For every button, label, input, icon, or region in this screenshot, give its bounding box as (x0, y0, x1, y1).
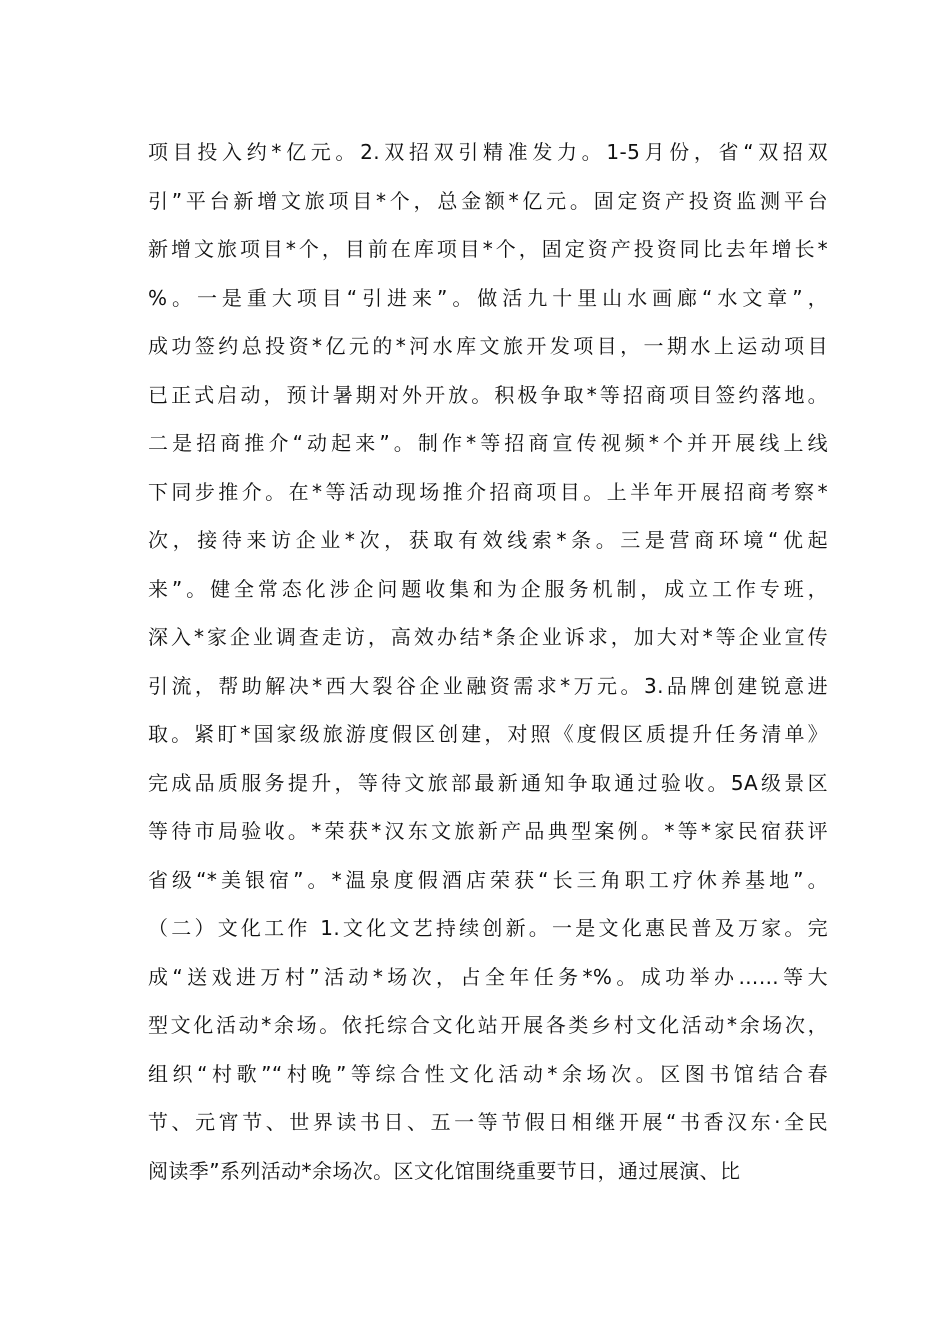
text-line: 阅读季”系列活动*余场次。区文化馆围绕重要节日，通过展演、比 (148, 1158, 741, 1183)
text-line: 取。紧盯*国家级旅游度假区创建，对照《度假区质提升任务清单》 (148, 722, 828, 746)
text-line: 成“送戏进万村”活动*场次，占全年任务*%。成功举办……等大 (148, 964, 828, 989)
text-line: 次，接待来访企业*次，获取有效线索*条。三是营商环境“优起 (148, 528, 828, 552)
text-line: 已正式启动，预计暑期对外开放。积极争取*等招商项目签约落地。 (148, 382, 828, 407)
text-line: 新增文旅项目*个，目前在库项目*个，固定资产投资同比去年增长* (148, 237, 828, 261)
text-line: （二）文化工作 1.文化文艺持续创新。一是文化惠民普及万家。完 (148, 916, 828, 940)
text-line: 完成品质服务提升，等待文旅部最新通知争取通过验收。5A级景区 (148, 770, 828, 795)
text-line: 成功签约总投资*亿元的*河水库文旅开发项目，一期水上运动项目 (148, 334, 828, 358)
text-line: 节、元宵节、世界读书日、五一等节假日相继开展“书香汉东·全民 (148, 1110, 828, 1134)
text-line: 等待市局验收。*荣获*汉东文旅新产品典型案例。*等*家民宿获评 (148, 819, 828, 843)
text-line: 引流，帮助解决*西大裂谷企业融资需求*万元。3.品牌创建锐意进 (148, 673, 828, 698)
text-line: 型文化活动*余场。依托综合文化站开展各类乡村文化活动*余场次， (148, 1013, 828, 1037)
text-line: 项目投入约*亿元。2.双招双引精准发力。1-5月份，省“双招双 (148, 140, 828, 164)
text-line: 组织“村歌”“村晚”等综合性文化活动*余场次。区图书馆结合春 (148, 1061, 828, 1086)
text-line: %。一是重大项目“引进来”。做活九十里山水画廊“水文章”， (148, 285, 828, 310)
text-line: 引”平台新增文旅项目*个，总金额*亿元。固定资产投资监测平台 (148, 188, 828, 213)
text-line: 省级“*美银宿”。*温泉度假酒店荣获“长三角职工疗休养基地”。 (148, 867, 828, 892)
text-line: 深入*家企业调查走访，高效办结*条企业诉求，加大对*等企业宣传 (148, 625, 828, 649)
text-line: 二是招商推介“动起来”。制作*等招商宣传视频*个并开展线上线 (148, 431, 828, 455)
body-text (148, 132, 828, 1199)
text-line: 来”。健全常态化涉企问题收集和为企服务机制，成立工作专班， (148, 576, 828, 601)
text-line: 下同步推介。在*等活动现场推介招商项目。上半年开展招商考察* (148, 479, 828, 504)
